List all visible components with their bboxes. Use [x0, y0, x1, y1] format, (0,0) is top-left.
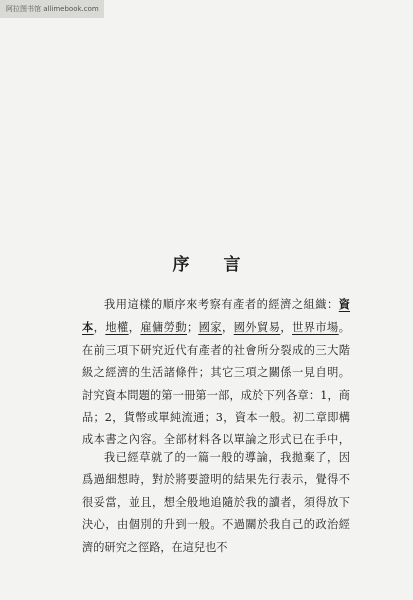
watermark-banner: 阿拉图书馆 allimebook.com	[0, 0, 104, 18]
separator: ，	[222, 321, 234, 335]
paragraph-2: 我已經草就了的一篇一般的導論，我拋棄了，因爲過細想時，對於將要證明的結果先行表示，覺得不很妥當，並且，想全般地追隨於我的讀者，須得放下決心，由個別的升到一般。不過關於我自己的政治經濟的研究之徑路，在這兒也不	[82, 451, 350, 554]
preface-body	[82, 293, 350, 555]
keyword-world-market: 世界市場	[292, 321, 339, 335]
paragraph-1-rest: 。在前三項下研究近代有產者的社會所分裂成的三大階級之經濟的生活諸條件；其它三項之關係一見自明。討究資本問題的第一冊第一部，成於下列各章：1，商品；2，貨幣或單純流通；3，資本一般。初二章即構成本書之內容。全部材料各以單論之形式已在手中，	[82, 321, 350, 447]
separator: ；	[187, 321, 199, 335]
page-title: 序言	[172, 255, 275, 275]
keyword-wage-labor: 雇傭勞動	[140, 321, 188, 335]
paragraph-1-intro: 我用這樣的順序來考察有產者的經濟之組織：	[104, 298, 339, 311]
separator: ，	[128, 321, 141, 335]
separator: ，	[93, 321, 106, 335]
paragraph-1	[82, 293, 350, 447]
keyword-land: 地權	[105, 321, 129, 335]
keyword-state: 國家	[198, 321, 223, 335]
keyword-foreign-trade: 國外貿易	[233, 321, 281, 335]
keyword-capital: 資本	[82, 297, 350, 335]
separator: ，	[280, 321, 293, 335]
